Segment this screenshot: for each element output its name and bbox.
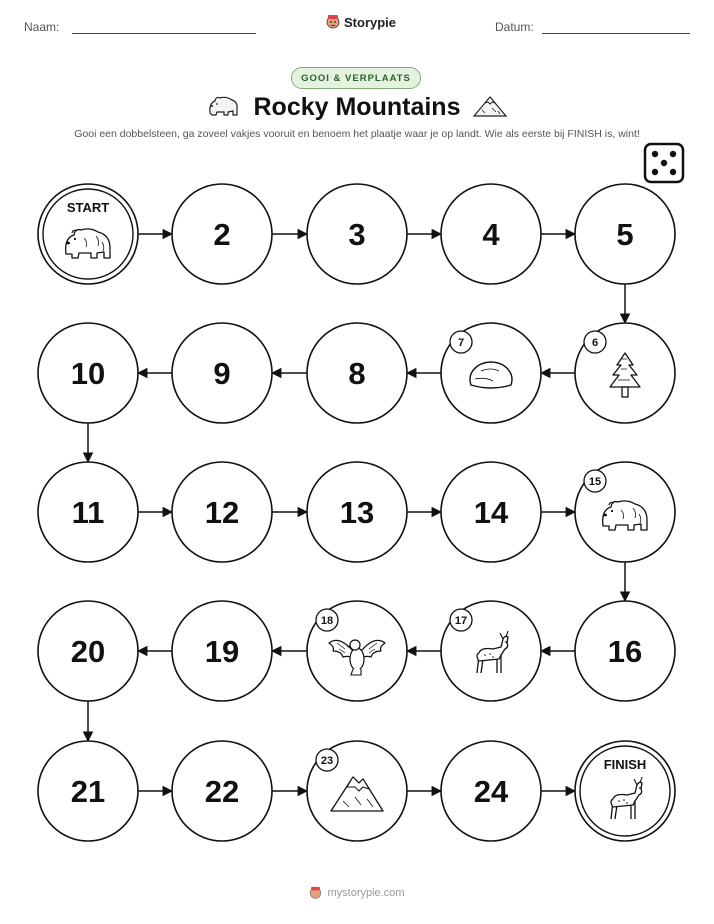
board-space-finish [575,741,675,841]
date-label: Datum: [495,20,534,34]
page-title: Rocky Mountains [253,93,461,121]
footer-url[interactable]: mystorypie.com [327,887,405,899]
board-space [441,462,541,562]
space-number: 2 [213,217,231,252]
board-space [307,323,407,423]
board-space [172,741,272,841]
space-label: START [66,200,110,215]
activity-badge: GOOI & VERPLAATS [291,67,421,89]
board-space [575,184,675,284]
space-number: 5 [616,217,634,252]
footer [0,886,714,900]
board-space [38,741,138,841]
board-space [441,323,541,423]
space-number: 8 [348,356,366,391]
board-space [307,462,407,562]
space-number: 18 [320,615,334,627]
space-number: 15 [588,476,602,488]
board-space [172,462,272,562]
space-number: 22 [204,774,240,809]
board-space [172,184,272,284]
board-space [38,462,138,562]
board-space [307,601,407,701]
board-space [575,462,675,562]
board-space [441,184,541,284]
board-space [172,601,272,701]
footer-mascot-icon [309,886,322,900]
board-space [38,601,138,701]
board-space [441,741,541,841]
space-number: 14 [473,495,509,530]
board-space [38,323,138,423]
board-space [575,601,675,701]
space-label: FINISH [603,757,647,772]
space-number: 17 [454,615,468,627]
space-number: 12 [204,495,240,530]
name-label: Naam: [24,20,60,34]
space-number: 24 [473,774,509,809]
space-number: 11 [71,495,105,530]
instructions-text: Gooi een dobbelsteen, ga zoveel vakjes vooruit en benoem het plaatje waar je op landt. Wie als eerste bij FINISH is, wint! [74,128,640,140]
space-number: 3 [348,217,366,252]
board-space [307,741,407,841]
space-number: 19 [204,634,240,669]
board-space [307,184,407,284]
space-circle [575,741,675,841]
space-number: 9 [213,356,231,391]
space-number: 23 [320,755,334,767]
space-number: 21 [70,774,106,809]
brand-name: Storypie [344,14,397,30]
space-number: 13 [339,495,375,530]
space-number: 6 [591,337,599,349]
board-space [172,323,272,423]
space-number: 10 [70,356,106,391]
board-space [575,323,675,423]
space-number: 7 [457,337,465,349]
space-number: 16 [607,634,643,669]
board-space-start [38,184,138,284]
space-number: 4 [482,217,500,252]
space-number: 20 [70,634,106,669]
board-space [441,601,541,701]
